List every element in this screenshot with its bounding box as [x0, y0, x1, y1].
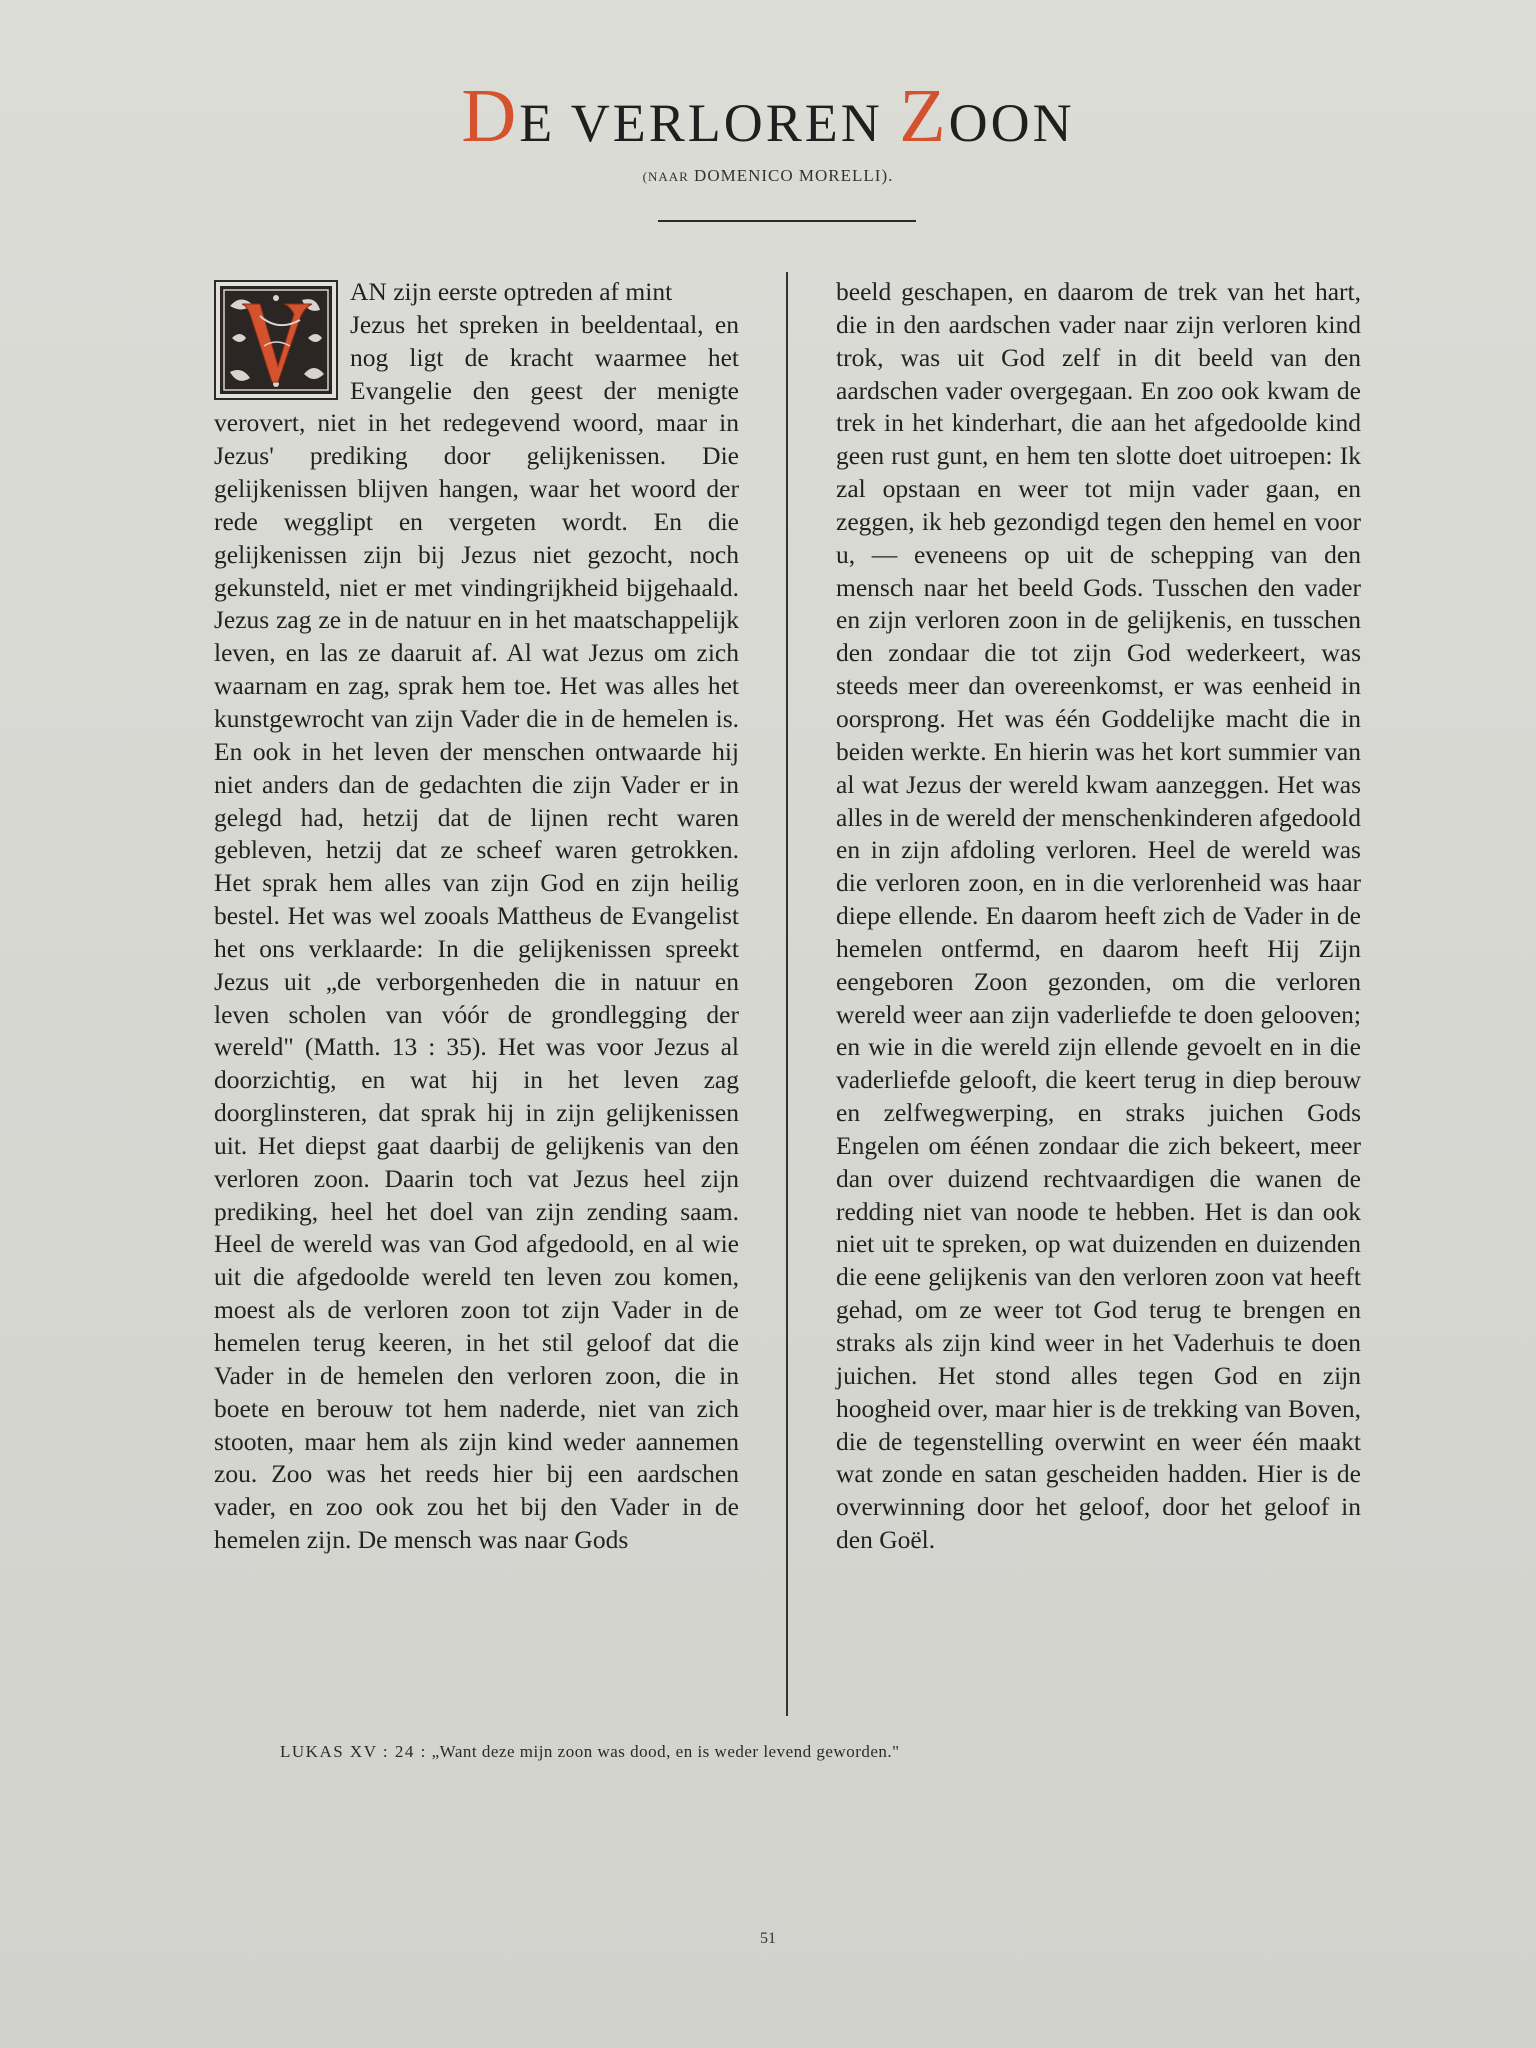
left-column-first-line: AN zijn eerste optreden af mint [350, 277, 673, 306]
footer-quote [280, 1742, 1280, 1762]
right-column [836, 276, 1361, 1557]
ornamental-initial-v-icon [214, 280, 338, 400]
left-column-text: Jezus het spreken in beeldentaal, en nog ligt de kracht waarmee het Evangelie den geest der menigte verovert, niet in het redegevend woord, maar in Jezus' prediking door gelijkenissen. Die gelijkenissen blijven hangen, waar het woord der rede wegglipt en vergeten wordt. En die gelijkenissen zijn bij Jezus niet gezocht, noch gekunsteld, niet er met vindingrijkheid bijgehaald. Jezus zag ze in de natuur en in het maatschappelijk leven, en las ze daaruit af. Al wat Jezus om zich waarnam en zag, sprak hem toe. Het was alles het kunstgewrocht van zijn Vader die in de hemelen is. En ook in het leven der menschen ontwaarde hij niet anders dan de gedachten die zijn Vader er in gelegd had, hetzij dat de lijnen recht waren gebleven, hetzij dat ze scheef waren getrokken. Het sprak hem alles van zijn God en zijn heilig bestel. Het was wel zooals Mattheus de Evangelist het ons verklaarde: In die gelijkenissen spreekt Jezus uit „de verborgenheden die in natuur en leven scholen van vóór de grondlegging der wereld" (Matth. 13 : 35). Het was voor Jezus al doorzichtig, en wat hij in het leven zag doorglinsteren, dat sprak hij in zijn gelijkenissen uit. Het diepst gaat daarbij de gelijkenis van den verloren zoon. Daarin toch vat Jezus heel zijn prediking, heel het doel van zijn zending saam. Heel de wereld was van God afgedoold, en al wie uit die afgedoolde wereld ten leven zou komen, moest als de verloren zoon tot zijn Vader in de hemelen terug keeren, in het stil geloof dat die Vader in de hemelen den verloren zoon, die in boete en berouw tot hem naderde, niet van zich stooten, maar hem als zijn kind weder aannemen zou. Zoo was het reeds hier bij een aardschen vader, en zoo ook zou het bij den Vader in de hemelen zijn. De mensch was naar Gods [214, 309, 739, 1555]
title-part-2: OON [948, 93, 1075, 153]
subtitle-prefix: (NAAR [642, 169, 689, 184]
left-column [214, 276, 739, 1557]
page-title [0, 74, 1536, 158]
scripture-reference: LUKAS XV : 24 : [280, 1742, 427, 1761]
page-subtitle [0, 166, 1536, 186]
title-initial-d: D [461, 74, 520, 158]
scripture-quote: „Want deze mijn zoon was dood, en is weder levend geworden." [431, 1742, 900, 1761]
title-initial-z: Z [899, 74, 949, 158]
page-number: 51 [760, 1930, 776, 1947]
column-divider [786, 272, 788, 1716]
right-column-text: beeld geschapen, en daarom de trek van het hart, die in den aardschen vader naar zijn verloren kind trok, was uit God zelf in dit beeld van den aardschen vader overgegaan. En zoo ook kwam de trek in het kinderhart, die aan het afgedoolde kind geen rust gunt, en hem ten slotte doet uitroepen: Ik zal opstaan en weer tot mijn vader gaan, en zeggen, ik heb gezondigd tegen den hemel en voor u, — eveneens op uit de schepping van den mensch naar het beeld Gods. Tusschen den vader en zijn verloren zoon in de gelijkenis, en tusschen den zondaar die tot zijn God wederkeert, was steeds meer dan overeenkomst, er was eenheid in oorsprong. Het was één Goddelijke macht die in beiden werkte. En hierin was het kort summier van al wat Jezus der wereld kwam aanzeggen. Het was alles in de wereld der menschenkinderen afgedoold en in zijn afdoling verloren. Heel de wereld was die verloren zoon, en in die verlorenheid was haar diepe ellende. En daarom heeft zich de Vader in de hemelen ontfermd, en daarom heeft Hij Zijn eengeboren Zoon gezonden, om die verloren wereld weer aan zijn vaderliefde te doen gelooven; en wie in die wereld zijn ellende gevoelt en in die vaderliefde gelooft, die keert terug in diep berouw en zelfwegwerping, en straks juichen Gods Engelen om éénen zondaar die zich bekeert, meer dan over duizend rechtvaardigen die wanen de redding niet van noode te hebben. Het is dan ook niet uit te spreken, op wat duizenden en duizenden die eene gelijkenis van den verloren zoon vat heeft gehad, om ze weer tot God terug te brengen en straks als zijn kind weer in het Vaderhuis te doen juichen. Het stond alles tegen God en zijn hoogheid over, maar hier is de trekking van Boven, die de tegenstelling overwint en weer één maakt wat zonde en satan gescheiden hadden. Hier is de overwinning door het geloof, door het geloof in den Goël. [836, 277, 1361, 1555]
title-part-1: E VERLOREN [519, 93, 900, 153]
dropcap-svg [220, 286, 332, 394]
subtitle-artist: DOMENICO MORELLI). [694, 166, 894, 185]
title-rule [658, 220, 916, 222]
